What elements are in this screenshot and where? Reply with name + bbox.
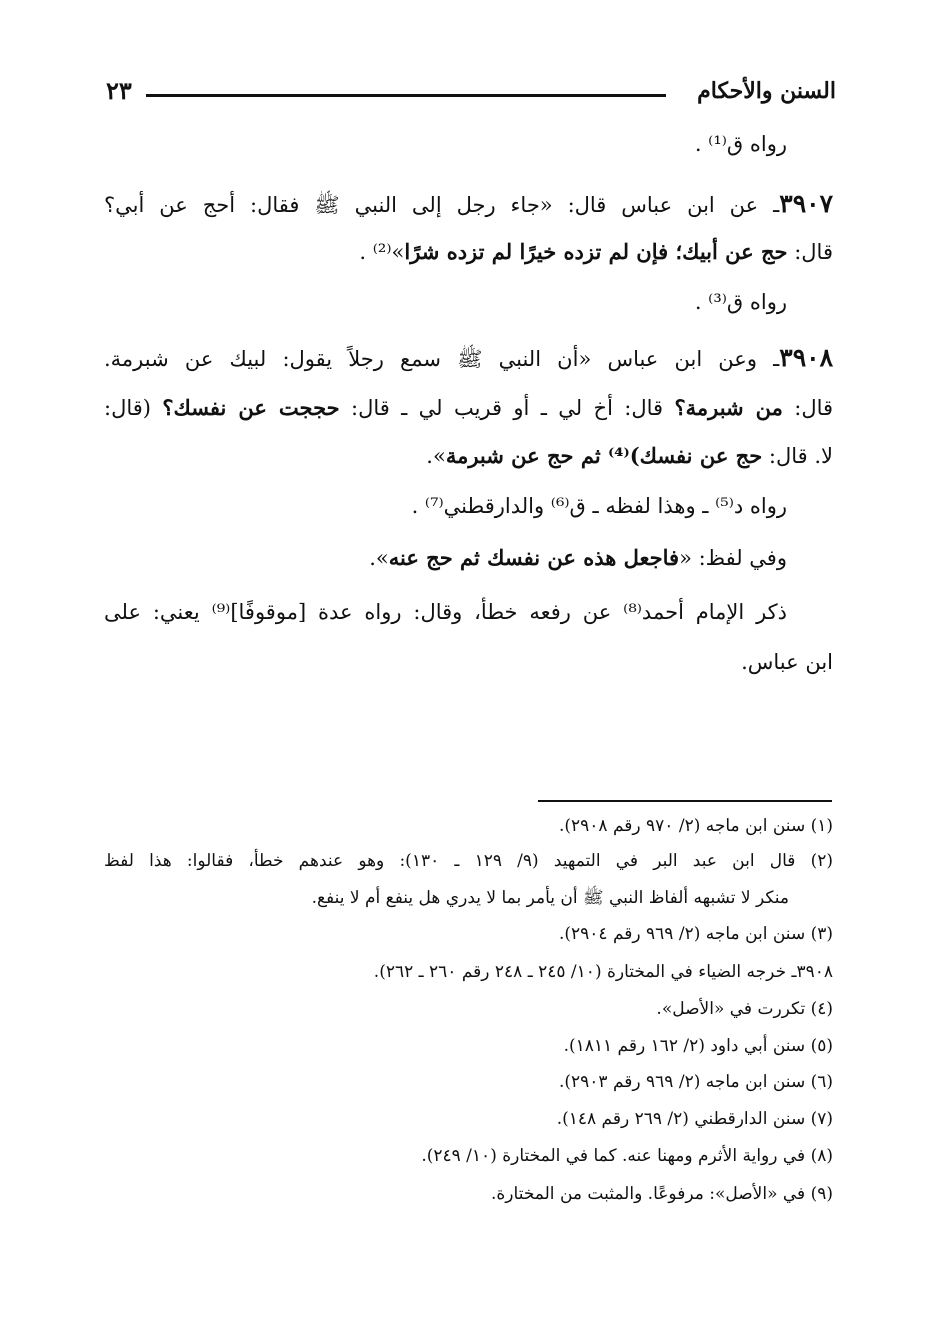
body-line: وفي لفظ: «فاجعل هذه عن نفسك ثم حج عنه». [369, 545, 787, 570]
footnote: (٦) سنن ابن ماجه (٢/ ٩٦٩ رقم ٢٩٠٣). [558, 1072, 833, 1092]
footnote-separator [538, 800, 832, 802]
footnote: (٢) قال ابن عبد البر في التمهيد (٩/ ١٢٩ ـ ١٣٠): وهو عندهم خطأ، فقالوا: هذا لفظ [104, 851, 833, 871]
body-line: رواه ق⁽¹⁾ . [694, 132, 787, 156]
footnote: (٧) سنن الدارقطني (٢/ ٢٦٩ رقم ١٤٨). [556, 1109, 833, 1129]
footnote: (٥) سنن أبي داود (٢/ ١٦٢ رقم ١٨١١). [563, 1036, 833, 1056]
hadith-3908-line-3: لا. قال: حج عن نفسك)⁽⁴⁾ ثم حج عن شبرمة». [426, 443, 833, 468]
page-number: ٢٣ [106, 76, 132, 105]
body-line: ابن عباس. [741, 650, 833, 674]
header-rule [146, 94, 666, 97]
body-line: ذكر الإمام أحمد⁽⁸⁾ عن رفعه خطأ، وقال: رواه عدة [موقوفًا]⁽⁹⁾ يعني: على [104, 600, 788, 624]
footnote: (٩) في «الأصل»: مرفوعًا. والمثبت من المختارة. [491, 1184, 833, 1204]
hadith-3908-line-2: قال: من شبرمة؟ قال: أخ لي ـ أو قريب لي ـ قال: حججت عن نفسك؟ (قال: [104, 395, 834, 420]
footnote: (١) سنن ابن ماجه (٢/ ٩٧٠ رقم ٢٩٠٨). [558, 816, 833, 836]
running-title: السنن والأحكام [697, 78, 836, 104]
hadith-number: ٣٩٠٨ [779, 343, 833, 372]
footnote: (٨) في رواية الأثرم ومهنا عنه. كما في المختارة (١٠/ ٢٤٩). [421, 1146, 833, 1166]
hadith-3907-line-2: قال: حج عن أبيك؛ فإن لم تزده خيرًا لم تزده شرًا»⁽²⁾ . [359, 239, 833, 264]
footnote: (٣) سنن ابن ماجه (٢/ ٩٦٩ رقم ٢٩٠٤). [558, 924, 833, 944]
hadith-number: ٣٩٠٧ [779, 189, 833, 218]
hadith-3907-line-1: ٣٩٠٧ـ عن ابن عباس قال: «جاء رجل إلى النبي ﷺ فقال: أحج عن أبي؟ [104, 189, 833, 218]
footnote-hadith-source: ٣٩٠٨ـ خرجه الضياء في المختارة (١٠/ ٢٤٥ ـ ٢٤٨ رقم ٢٦٠ ـ ٢٦٢). [373, 962, 833, 982]
body-line: رواه د⁽⁵⁾ ـ وهذا لفظه ـ ق⁽⁶⁾ والدارقطني⁽⁷⁾ . [411, 494, 787, 518]
body-line: رواه ق⁽³⁾ . [694, 290, 787, 314]
footnote-continuation: منكر لا تشبهه ألفاظ النبي ﷺ أن يأمر بما لا يدري هل ينفع أم لا ينفع. [311, 888, 789, 908]
footnote: (٤) تكررت في «الأصل». [656, 999, 833, 1019]
hadith-3908-line-1: ٣٩٠٨ـ وعن ابن عباس «أن النبي ﷺ سمع رجلاً يقول: لبيك عن شبرمة. [104, 343, 833, 372]
running-header [100, 72, 836, 116]
